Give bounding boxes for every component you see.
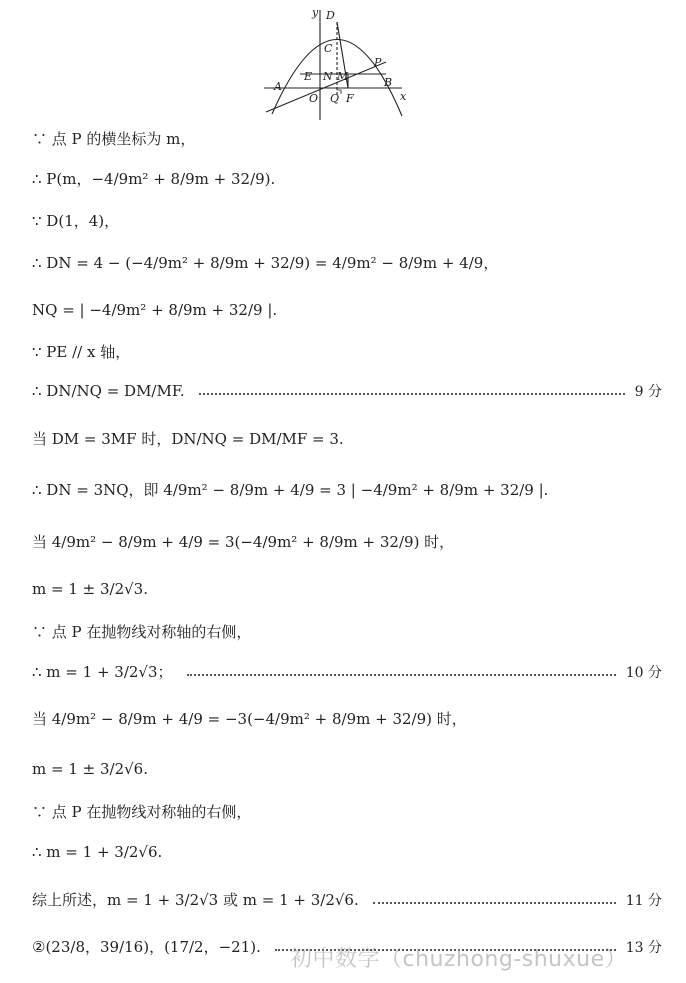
solution-line-6: ∵ PE // x 轴， <box>32 343 131 361</box>
solution-line-17: ∴ m = 1 + 3/2√6. <box>32 843 163 861</box>
score-9: 9 分 <box>634 383 662 400</box>
solution-line-5: NQ = | −4/9m² + 8/9m + 32/9 |. <box>32 301 278 319</box>
label-x: x <box>400 90 407 103</box>
parabola-figure <box>262 4 412 122</box>
leader-dots <box>187 674 616 676</box>
solution-line-1: ∵ 点 P 的横坐标为 m， <box>32 130 196 148</box>
label-b: B <box>384 76 393 89</box>
solution-line-2: ∴ P(m，−4/9m² + 8/9m + 32/9). <box>32 170 276 188</box>
score-13: 13 分 <box>625 939 662 956</box>
leader-dots <box>199 393 625 395</box>
label-f: F <box>346 92 354 105</box>
solution-line-15: m = 1 ± 3/2√6. <box>32 760 148 778</box>
solution-line-14: 当 4/9m² − 8/9m + 4/9 = −3(−4/9m² + 8/9m + 32/9) 时， <box>32 710 467 728</box>
watermark: 初中数学（chuzhong-shuxue） <box>290 947 628 972</box>
solution-line-19: ②(23/8，39/16)，(17/2，−21). 13 分 <box>32 938 662 956</box>
label-o: O <box>309 92 319 105</box>
label-q: Q <box>330 92 340 105</box>
solution-line-11: m = 1 ± 3/2√3. <box>32 580 148 598</box>
label-p: P <box>374 56 382 69</box>
label-y: y <box>312 6 319 19</box>
solution-line-18: 综上所述，m = 1 + 3/2√3 或 m = 1 + 3/2√6. 11 分 <box>32 891 662 909</box>
score-10: 10 分 <box>625 664 662 681</box>
label-c: C <box>324 42 333 55</box>
leader-dots <box>373 902 616 904</box>
solution-line-9: ∴ DN = 3NQ，即 4/9m² − 8/9m + 4/9 = 3 | −4/9m² + 8/9m + 32/9 |. <box>32 481 549 499</box>
solution-line-13: ∴ m = 1 + 3/2√3； 10 分 <box>32 663 662 681</box>
solution-line-8: 当 DM = 3MF 时，DN/NQ = DM/MF = 3. <box>32 430 344 448</box>
solution-line-10: 当 4/9m² − 8/9m + 4/9 = 3(−4/9m² + 8/9m + 32/9) 时， <box>32 533 455 551</box>
solution-line-12: ∵ 点 P 在抛物线对称轴的右侧， <box>32 623 252 641</box>
label-m: M <box>337 70 349 83</box>
solution-line-3: ∵ D(1，4)， <box>32 212 120 230</box>
label-n: N <box>323 70 333 83</box>
label-a: A <box>274 80 282 93</box>
solution-line-7: ∴ DN/NQ = DM/MF. 9 分 <box>32 382 662 400</box>
solution-line-4: ∴ DN = 4 − (−4/9m² + 8/9m + 32/9) = 4/9m² − 8/9m + 4/9， <box>32 254 499 272</box>
score-11: 11 分 <box>625 892 662 909</box>
solution-line-16: ∵ 点 P 在抛物线对称轴的右侧， <box>32 803 252 821</box>
label-e: E <box>304 70 313 83</box>
label-d: D <box>326 9 335 22</box>
